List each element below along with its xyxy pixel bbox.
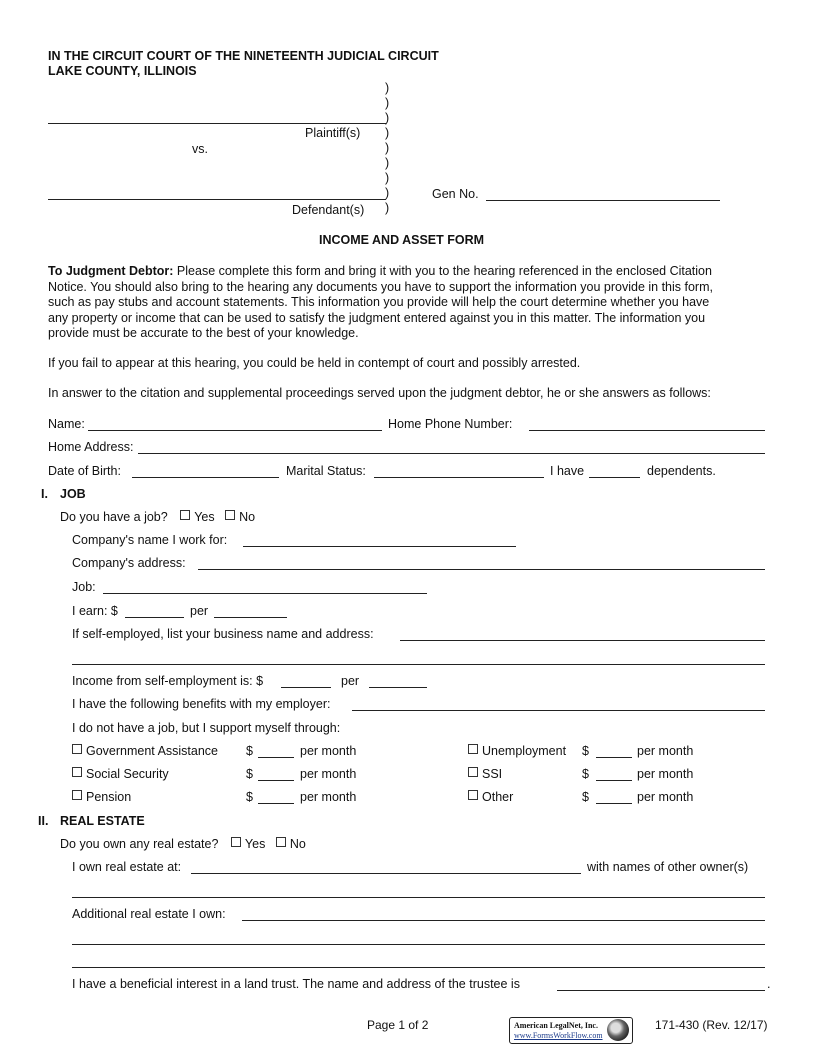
support-option-label: Social Security (86, 767, 169, 781)
caption-paren: ) (385, 186, 390, 200)
earn-period-field[interactable] (214, 617, 287, 618)
dob-field[interactable] (132, 477, 279, 478)
real-estate-no-checkbox[interactable] (276, 837, 286, 847)
company-name-label: Company's name I work for: (72, 533, 228, 547)
real-estate-yes-label: Yes (244, 837, 266, 851)
other-owners-label: with names of other owner(s) (587, 860, 749, 874)
caption-paren: ) (385, 156, 390, 170)
job-no-label: No (239, 510, 256, 524)
land-trust-field[interactable] (557, 990, 765, 991)
job-question (60, 510, 255, 524)
benefits-label: I have the following benefits with my employer: (72, 697, 331, 711)
dependents-label: dependents. (647, 464, 716, 478)
earn-amount-field[interactable] (125, 617, 184, 618)
dollar-sign: $ (582, 790, 589, 804)
support-option-unemployment (468, 744, 566, 758)
caption-paren: ) (385, 126, 390, 140)
plaintiff-label: Plaintiff(s) (305, 126, 361, 140)
phone-field[interactable] (529, 430, 765, 431)
self-income-amount-field[interactable] (281, 687, 331, 688)
own-at-field-line2[interactable] (72, 897, 765, 898)
name-field[interactable] (88, 430, 382, 431)
earn-per-label: per (190, 604, 209, 618)
ssi-checkbox[interactable] (468, 767, 478, 777)
dollar-sign: $ (246, 790, 253, 804)
intro-line: provide must be accurate to the best of your knowledge. (48, 326, 359, 340)
self-employed-field-line2[interactable] (72, 664, 765, 665)
intro-line: Notice. You should also bring to the hearing any documents you have to support the information you provide in this form, (48, 279, 713, 294)
unemployment-amount-field[interactable] (596, 757, 632, 758)
section-number: I. (41, 487, 48, 501)
name-label: Name: (48, 417, 85, 431)
job-title-field[interactable] (103, 593, 427, 594)
job-yes-checkbox[interactable] (180, 510, 190, 520)
dollar-sign: $ (582, 767, 589, 781)
gen-no-label: Gen No. (432, 187, 479, 201)
intro-paragraph (48, 264, 764, 342)
dollar-sign: $ (582, 744, 589, 758)
ssi-amount-field[interactable] (596, 780, 632, 781)
real-estate-yes-checkbox[interactable] (231, 837, 241, 847)
defendant-label: Defendant(s) (292, 203, 365, 217)
unemployment-checkbox[interactable] (468, 744, 478, 754)
dob-label: Date of Birth: (48, 464, 121, 478)
address-label: Home Address: (48, 440, 134, 454)
warning-text: If you fail to appear at this hearing, you could be held in contempt of court and possibly arrested. (48, 356, 581, 370)
additional-real-estate-label: Additional real estate I own: (72, 907, 226, 921)
per-month-label: per month (637, 767, 694, 781)
self-income-period-field[interactable] (369, 687, 427, 688)
per-month-label: per month (300, 744, 357, 758)
marital-label: Marital Status: (286, 464, 366, 478)
support-label: I do not have a job, but I support myself through: (72, 721, 341, 735)
form-number: 171-430 (Rev. 12/17) (655, 1018, 768, 1032)
vs-label: vs. (192, 142, 208, 156)
benefits-field[interactable] (352, 710, 765, 711)
per-month-label: per month (300, 767, 357, 781)
caption-paren: ) (385, 201, 390, 215)
form-title: INCOME AND ASSET FORM (319, 233, 485, 247)
support-option-other (468, 790, 513, 804)
additional-real-estate-field-line3[interactable] (72, 967, 765, 968)
company-address-label: Company's address: (72, 556, 186, 570)
answer-text: In answer to the citation and supplemental proceedings served upon the judgment debtor, he or she answers as follows: (48, 386, 711, 400)
logo-company-name: American LegalNet, Inc. (514, 1021, 598, 1030)
real-estate-question (60, 837, 306, 851)
caption-paren: ) (385, 96, 390, 110)
support-option-government (72, 744, 218, 758)
government-amount-field[interactable] (258, 757, 294, 758)
defendant-line[interactable] (48, 199, 386, 200)
support-option-ssi (468, 767, 502, 781)
gen-no-field[interactable] (486, 200, 720, 201)
per-month-label: per month (637, 790, 694, 804)
support-option-social-security (72, 767, 169, 781)
intro-lead: To Judgment Debtor: (48, 264, 174, 278)
intro-line: such as pay stubs and account statements. This information you provide will help the court determine whether you have (48, 295, 710, 309)
pension-amount-field[interactable] (258, 803, 294, 804)
own-at-label: I own real estate at: (72, 860, 182, 874)
job-question-text: Do you have a job? (60, 510, 168, 524)
caption-paren: ) (385, 81, 390, 95)
per-month-label: per month (637, 744, 694, 758)
job-no-checkbox[interactable] (225, 510, 235, 520)
job-title-label: Job: (72, 580, 96, 594)
social-security-amount-field[interactable] (258, 780, 294, 781)
pension-checkbox[interactable] (72, 790, 82, 800)
earn-label: I earn: $ (72, 604, 118, 618)
support-option-pension (72, 790, 131, 804)
company-name-field[interactable] (243, 546, 516, 547)
phone-label: Home Phone Number: (388, 417, 513, 431)
other-amount-field[interactable] (596, 803, 632, 804)
real-estate-no-label: No (289, 837, 306, 851)
social-security-checkbox[interactable] (72, 767, 82, 777)
section-title-job: JOB (60, 487, 86, 501)
job-yes-label: Yes (194, 510, 215, 524)
section-number: II. (38, 814, 49, 828)
intro-line: any property or income that can be used to satisfy the judgment entered against you in this matter. The information you (48, 310, 706, 325)
support-option-label: SSI (482, 767, 503, 781)
per-month-label: per month (300, 790, 357, 804)
globe-icon (607, 1019, 629, 1041)
intro-line: Please complete this form and bring it with you to the hearing referenced in the enclosed Citation (173, 264, 712, 278)
land-trust-period: . (767, 977, 771, 991)
i-have-label: I have (550, 464, 585, 478)
additional-real-estate-field[interactable] (242, 920, 765, 921)
address-field[interactable] (138, 453, 765, 454)
caption-paren: ) (385, 141, 390, 155)
dollar-sign: $ (246, 744, 253, 758)
logo-website-link[interactable]: www.FormsWorkFlow.com (514, 1031, 603, 1040)
court-name: IN THE CIRCUIT COURT OF THE NINETEENTH JUDICIAL CIRCUIT (48, 49, 439, 63)
dependents-field[interactable] (589, 477, 640, 478)
own-at-field[interactable] (191, 873, 581, 874)
support-option-label: Pension (86, 790, 132, 804)
self-income-per-label: per (341, 674, 360, 688)
page-number: Page 1 of 2 (367, 1018, 429, 1032)
self-income-label: Income from self-employment is: $ (72, 674, 264, 688)
additional-real-estate-field-line2[interactable] (72, 944, 765, 945)
self-employed-field[interactable] (400, 640, 765, 641)
land-trust-label: I have a beneficial interest in a land trust. The name and address of the trustee is (72, 977, 520, 991)
publisher-logo (509, 1017, 633, 1044)
caption-paren: ) (385, 171, 390, 185)
support-option-label: Government Assistance (86, 744, 219, 758)
other-checkbox[interactable] (468, 790, 478, 800)
county-name: LAKE COUNTY, ILLINOIS (48, 64, 197, 78)
company-address-field[interactable] (198, 569, 765, 570)
marital-field[interactable] (374, 477, 544, 478)
self-employed-label: If self-employed, list your business name and address: (72, 627, 374, 641)
support-option-label: Unemployment (482, 744, 567, 758)
dollar-sign: $ (246, 767, 253, 781)
section-title-real-estate: REAL ESTATE (60, 814, 145, 828)
plaintiff-line[interactable] (48, 123, 386, 124)
government-assistance-checkbox[interactable] (72, 744, 82, 754)
support-option-label: Other (482, 790, 514, 804)
caption-paren: ) (385, 111, 390, 125)
real-estate-question-text: Do you own any real estate? (60, 837, 219, 851)
